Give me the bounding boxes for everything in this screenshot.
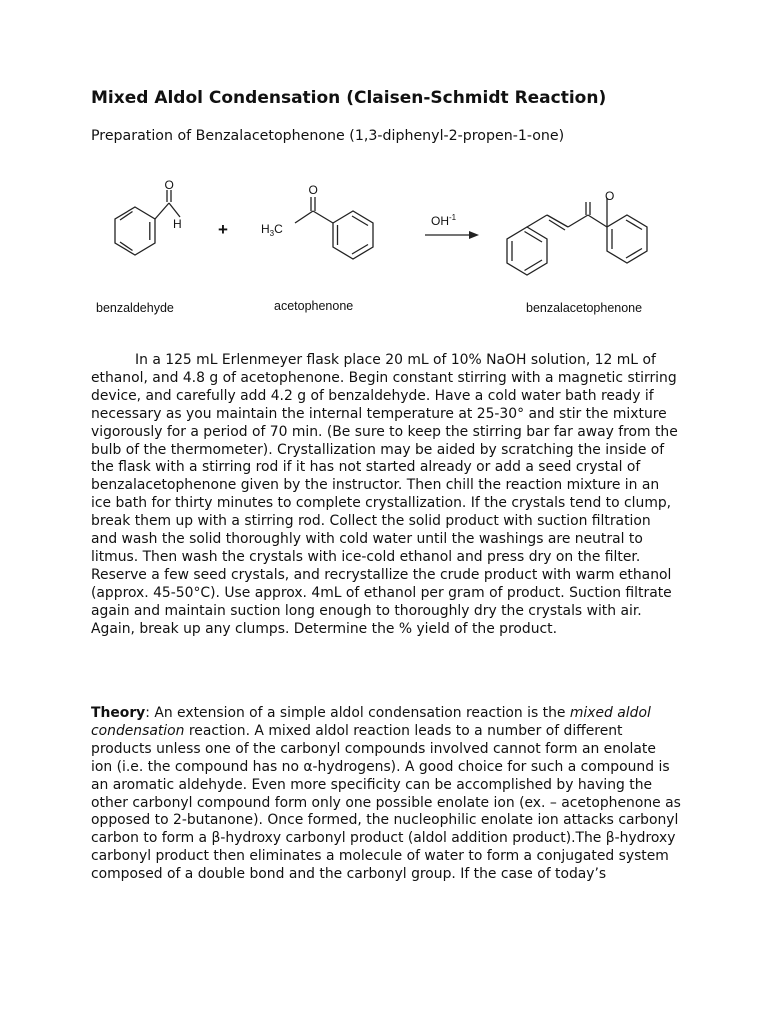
- benzalacetophenone-oxygen-label: O: [605, 189, 615, 203]
- document-subtitle: Preparation of Benzalacetophenone (1,3-diphenyl-2-propen-1-one): [91, 128, 565, 144]
- theory-intro: : An extension of a simple aldol condensation reaction is the: [145, 705, 570, 721]
- theory-heading: Theory: [91, 705, 146, 721]
- benzalacetophenone-structure: [507, 198, 647, 275]
- document-title: Mixed Aldol Condensation (Claisen-Schmidt Reaction): [91, 88, 607, 108]
- plus-sign: +: [218, 220, 228, 239]
- acetophenone-methyl-label: $H_3C$: [261, 222, 283, 238]
- benzaldehyde-oxygen-label: O: [164, 178, 174, 192]
- reaction-arrow: [425, 231, 479, 239]
- benzaldehyde-structure: [115, 190, 180, 255]
- acetophenone-structure: [295, 197, 373, 259]
- reaction-scheme: [85, 175, 685, 325]
- reagent-label: $OH^{-1}$: [431, 213, 457, 228]
- acetophenone-oxygen-label: O: [308, 183, 318, 197]
- theory-paragraph: [91, 705, 681, 884]
- procedure-paragraph: In a 125 mL Erlenmeyer flask place 20 mL of 10% NaOH solution, 12 mL of ethanol, and 4.8 g of acetophenone. Begin constant stirring with a magnetic stirring device, and carefully add 4.2 g of benzaldehyde. Have a cold water bath ready if necessary as you maintain the internal temperature at 25-30° and stir the mixture vigorously for a period of 70 min. (Be sure to keep the stirring bar far away from the bulb of the thermometer). Crystallization may be aided by scratching the inside of the flask with a stirring rod if it has not started already or add a seed crystal of benzalacetophenone given by the instructor. Then chill the reaction mixture in an ice bath for thirty minutes to complete crystallization. If the crystals tend to clump, break them up with a stirring rod. Collect the solid product with suction filtration and wash the solid thoroughly with cold water until the washings are neutral to litmus. Then wash the crystals with ice-cold ethanol and press dry on the filter. Reserve a few seed crystals, and recrystallize the crude product with warm ethanol (approx. 45-50°C). Use approx. 4mL of ethanol per gram of product. Suction filtrate again and maintain suction long enough to thoroughly dry the crystals with air. Again, break up any clumps. Determine the % yield of the product.: [91, 352, 678, 637]
- benzaldehyde-label: benzaldehyde: [96, 301, 174, 315]
- theory-term: mixed aldol condensation: [91, 705, 651, 739]
- acetophenone-label: acetophenone: [274, 299, 354, 313]
- benzalacetophenone-label: benzalacetophenone: [526, 301, 643, 315]
- benzaldehyde-hydrogen-label: H: [173, 217, 182, 231]
- theory-text: reaction. A mixed aldol reaction leads to a number of different products unless one of the carbonyl compounds involved cannot form an enolate ion (i.e. the compound has no α-hydrogens). A good choice for such a compound is an aromatic aldehyde. Even more specificity can be accomplished by having the other carbonyl compound form only one possible enolate ion (ex. – acetophenone as opposed to 2-butanone). Once formed, the nucleophilic enolate ion attacks carbonyl carbon to form a β-hydroxy carbonyl product (aldol addition product).The β-hydroxy carbonyl product then eliminates a molecule of water to form a conjugated system composed of a double bond and the carbonyl group. If the case of today’s: [91, 722, 681, 883]
